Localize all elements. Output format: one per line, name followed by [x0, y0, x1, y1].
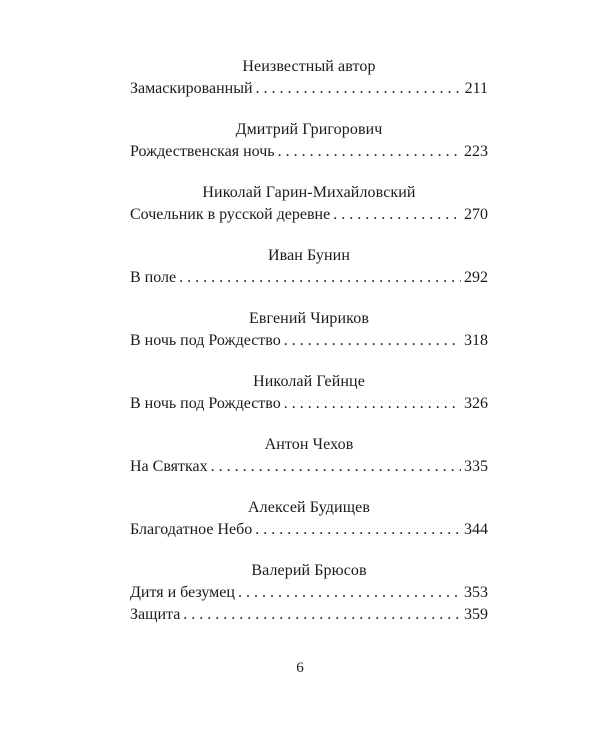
toc-entry	[130, 604, 488, 626]
page-number: 353	[464, 584, 488, 601]
page-number: 292	[464, 269, 488, 286]
author-name: Николай Гарин-Михайловский	[202, 184, 416, 201]
dot-leader	[256, 78, 462, 100]
page-number: 335	[464, 458, 488, 475]
toc-section	[130, 119, 488, 163]
toc-entry	[130, 393, 488, 415]
dot-leader	[333, 204, 461, 226]
author-name: Валерий Брюсов	[251, 562, 367, 579]
toc-section	[130, 497, 488, 541]
dot-leader	[255, 519, 461, 541]
author-name: Антон Чехов	[264, 436, 354, 453]
dot-leader	[278, 141, 461, 163]
toc-section	[130, 434, 488, 478]
toc-entry	[130, 204, 488, 226]
folio-page-number: 6	[296, 660, 304, 676]
toc-section	[130, 182, 488, 226]
author-name: Николай Гейнце	[253, 373, 365, 390]
page-number: 344	[464, 521, 488, 538]
toc-section	[130, 560, 488, 626]
table-of-contents	[130, 56, 488, 645]
story-title: Благодатное Небо	[130, 521, 253, 538]
story-title: Сочельник в русской деревне	[130, 206, 331, 223]
page-number: 223	[464, 143, 488, 160]
toc-entry	[130, 582, 488, 604]
toc-section	[130, 371, 488, 415]
toc-section	[130, 308, 488, 352]
story-title: В ночь под Рождество	[130, 395, 281, 412]
page-number: 318	[464, 332, 488, 349]
dot-leader	[179, 267, 461, 289]
dot-leader	[284, 330, 461, 352]
toc-entry	[130, 456, 488, 478]
page-number: 326	[464, 395, 488, 412]
page-number: 211	[464, 80, 488, 97]
story-title: Защита	[130, 606, 181, 623]
dot-leader	[238, 582, 461, 604]
author-name: Алексей Будищев	[248, 499, 370, 516]
toc-entry	[130, 141, 488, 163]
story-title: В поле	[130, 269, 177, 286]
author-name: Дмитрий Григорович	[235, 121, 383, 138]
author-name: Иван Бунин	[267, 247, 351, 264]
dot-leader	[183, 604, 461, 626]
page-number: 359	[464, 606, 488, 623]
author-name: Евгений Чириков	[248, 310, 369, 327]
story-title: Замаскированный	[130, 80, 253, 97]
toc-section	[130, 56, 488, 100]
toc-entry	[130, 330, 488, 352]
story-title: Дитя и безумец	[130, 584, 235, 601]
story-title: Рождественская ночь	[130, 143, 275, 160]
toc-entry	[130, 78, 488, 100]
story-title: На Святках	[130, 458, 208, 475]
toc-entry	[130, 519, 488, 541]
toc-entry	[130, 267, 488, 289]
author-name: Неизвестный автор	[242, 58, 376, 75]
story-title: В ночь под Рождество	[130, 332, 281, 349]
page-number: 270	[464, 206, 488, 223]
toc-section	[130, 245, 488, 289]
dot-leader	[211, 456, 461, 478]
dot-leader	[284, 393, 461, 415]
